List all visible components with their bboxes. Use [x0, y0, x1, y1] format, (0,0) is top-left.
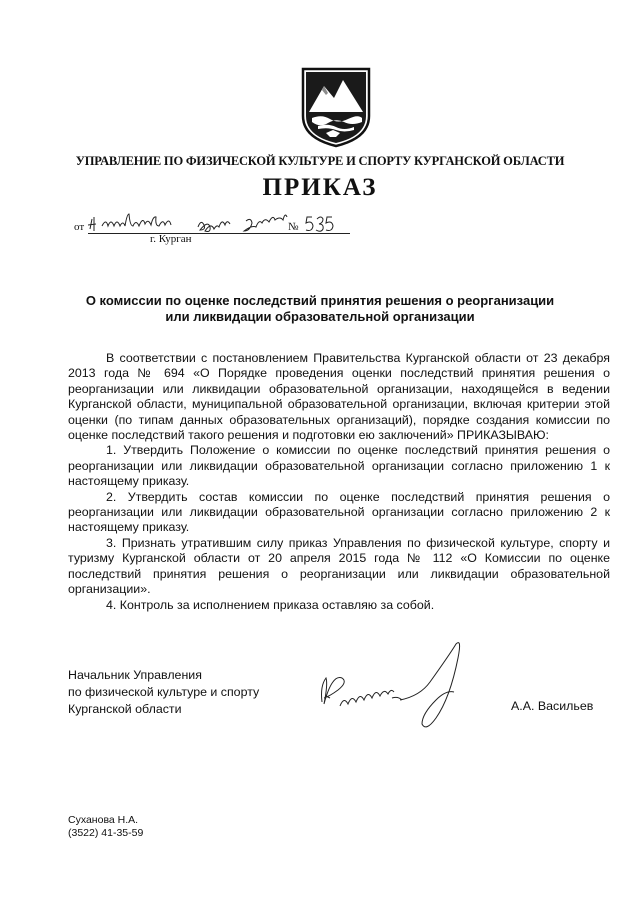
- handwritten-date-icon: [88, 213, 338, 235]
- clause-paragraph: 1. Утвердить Положение о комиссии по оценке последствий принятия решения о реорганизации или ликвидации образовательной организации согласно приложению 1 к настоящему приказу.: [68, 443, 610, 489]
- handwritten-number-icon: [304, 213, 334, 235]
- coat-of-arms-icon: [300, 66, 372, 148]
- clause-paragraph: 4. Контроль за исполнением приказа оставляю за собой.: [106, 597, 435, 612]
- order-subject: О комиссии по оценке последствий принятия решения о реорганизации или ликвидации образовательной организации: [85, 293, 555, 324]
- signatory-title-line: Курганской области: [68, 702, 182, 716]
- signatory-title-line: Начальник Управления: [68, 668, 202, 682]
- executor-name: Суханова Н.А.: [68, 814, 139, 826]
- executor-info: [68, 814, 143, 840]
- clause-paragraph: 3. Признать утратившим силу приказ Управления по физической культуре, спорту и туризму Курганской области от 20 апреля 2015 года № 112 «О Комиссии по оценке последствий принятия решения о реорганизации или ликвидации образовательной организации».: [68, 535, 610, 597]
- signer-name: А.А. Васильев: [511, 699, 594, 713]
- department-name: УПРАВЛЕНИЕ ПО ФИЗИЧЕСКОЙ КУЛЬТУРЕ И СПОРТУ КУРГАНСКОЙ ОБЛАСТИ: [75, 154, 565, 168]
- handwritten-signature-icon: [300, 640, 480, 740]
- signatory-title-line: по физической культуре и спорту: [68, 685, 260, 699]
- date-number-line: [74, 213, 334, 235]
- preamble-paragraph: В соответствии с постановлением Правительства Курганской области от 23 декабря 2013 года № 694 «О Порядке проведения оценки последствий принятия решения о реорганизации или ликвидации образовательной организации, находящейся в ведении Курганской области, муниципальной образовательной организации, включая критерии этой оценки (по типам данных образовательных организаций), порядке создания комиссии по оценке последствий такого решения и подготовки ею заключений» ПРИКАЗЫВАЮ:: [68, 351, 610, 443]
- clause-paragraph: 2. Утвердить состав комиссии по оценке последствий принятия решения о реорганизации или ликвидации образовательной организации согласно приложению 2 к настоящему приказу.: [68, 489, 610, 535]
- executor-phone: (3522) 41-35-59: [68, 827, 144, 839]
- number-sign: №: [288, 221, 299, 233]
- document-type-title: ПРИКАЗ: [262, 174, 378, 201]
- signatory-title: [68, 667, 259, 718]
- date-prefix: от: [74, 221, 85, 233]
- order-body: [68, 351, 610, 613]
- city: г. Курган: [150, 233, 192, 245]
